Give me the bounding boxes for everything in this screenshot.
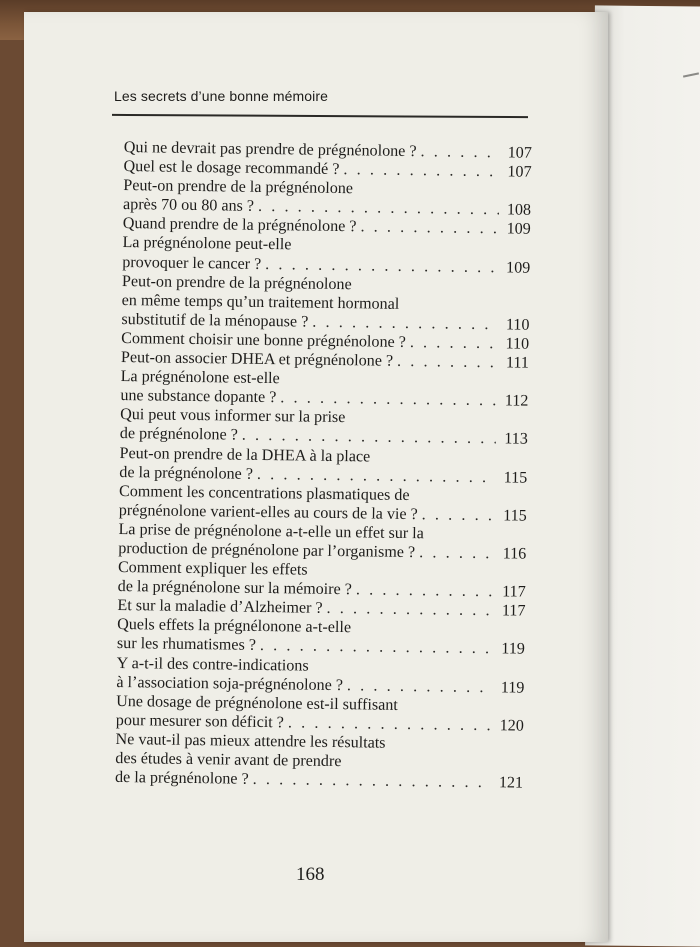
toc-entry-page: 110 [505,316,530,334]
toc-entry [123,176,531,220]
toc-entry-line: sur les rhumatismes ? [116,635,257,655]
toc-entry-page: 116 [502,545,527,563]
toc-entry-line: prégnénolone varient-elles au cours de la vie ? [118,501,418,523]
toc-entry-line: Peut-on prendre de la prégnénolone [121,272,352,293]
toc-entry-line: Peut-on prendre de la DHEA à la place [119,444,371,465]
toc-entry-page: 117 [501,602,526,620]
dot-leader [419,543,494,563]
toc-entry-line: Et sur la maladie d’Alzheimer ? [117,597,323,618]
table-of-contents [115,138,532,793]
toc-entry-page: 119 [500,678,525,697]
toc-entry-line: de la prégnénolone ? [119,463,254,483]
toc-entry [122,233,530,277]
toc-entry-page: 111 [505,354,530,372]
toc-entry-line: La prise de prégnénolone a-t-elle un effet sur la [118,520,424,543]
toc-entry [121,272,530,335]
toc-entry-line: à l’association soja-prégnénolone ? [116,673,344,694]
dot-leader [397,352,497,372]
toc-entry-line: pour mesurer son déficit ? [115,711,285,732]
toc-entry-line: substitutif de la ménopause ? [121,310,309,331]
dot-leader [422,505,495,525]
toc-entry [116,653,524,697]
toc-entry-line: Comment expliquer les effets [117,559,308,579]
dot-leader [312,312,497,334]
toc-entry-page: 107 [507,163,532,181]
toc-entry-line: La prégnénolone est-elle [120,368,280,388]
toc-entry [119,482,527,526]
dot-leader [410,333,498,353]
dot-leader [360,218,499,239]
toc-entry-line: après 70 ou 80 ans ? [122,196,255,216]
toc-entry-line: de la prégnénolone ? [114,769,249,788]
header-rule [112,114,528,118]
toc-entry-line: Une dosage de prégnénolone est-il suffisant [116,692,398,714]
running-head: Les secrets d’une bonne mémoire [114,88,328,104]
toc-entry-page: 110 [505,335,530,353]
toc-entry-line: Comment choisir une bonne prégnénolone ? [121,329,406,351]
toc-entry-line: de la prégnénolone sur la mémoire ? [117,578,353,599]
book-page [24,12,608,942]
toc-entry-page: 109 [506,220,531,239]
toc-entry [120,405,528,449]
toc-entry-line: Peut-on associer DHEA et prégnénolone ? [120,349,394,370]
toc-entry-page: 120 [499,717,524,735]
toc-entry [116,692,524,736]
toc-entry [118,520,526,564]
toc-entry-line: Peut-on prendre de la prégnénolone [123,177,354,198]
toc-entry-line: production de prégnénolone par l’organisme ? [118,539,416,562]
toc-entry-line: Ne vaut-il pas mieux attendre les résultats [115,730,386,752]
toc-entry-page: 115 [503,468,528,487]
toc-entry [118,558,526,602]
toc-entry-line: Quel est le dosage recommandé ? [123,158,340,179]
toc-entry-line: Quels effets la prégnélonone a-t-elle [117,616,352,637]
toc-entry-page: 115 [503,507,527,525]
toc-entry-page: 112 [504,392,529,410]
toc-entry-line: Quand prendre de la prégnénolone ? [122,215,357,236]
toc-entry-page: 121 [498,774,524,792]
dot-leader [253,770,492,792]
toc-entry [117,615,525,659]
dot-leader [420,142,500,162]
dot-leader [326,599,493,620]
toc-entry-page: 109 [505,258,531,277]
toc-entry-page: 113 [504,430,528,449]
page-number: 168 [296,864,325,885]
toc-entry-line: Y a-t-il des contre-indications [116,654,309,675]
dot-leader [356,580,494,601]
toc-entry-line: Qui peut vous informer sur la prise [120,406,346,427]
toc-entry-line: de prégnénolone ? [119,425,238,445]
dot-leader [343,160,499,181]
toc-entry-page: 107 [507,144,532,162]
toc-entry [119,443,527,487]
toc-entry-page: 119 [501,640,526,659]
toc-entry-line: en même temps qu’un traitement hormonal [121,291,400,313]
toc-entry [115,730,524,793]
toc-entry-line: provoquer le cancer ? [122,253,262,273]
toc-entry-line: des études à venir avant de prendre [115,749,342,771]
toc-entry [120,367,528,411]
toc-entry-line: Qui ne devrait pas prendre de prégnénolone ? [123,138,417,161]
toc-entry-line: La prégnénolone peut-elle [122,234,292,254]
toc-entry-line: une substance dopante ? [120,387,277,407]
toc-entry-page: 117 [502,583,526,601]
dot-leader [347,676,493,697]
toc-entry-page: 108 [506,201,532,219]
toc-entry-line: Comment les concentrations plasmatiques de [118,482,410,504]
